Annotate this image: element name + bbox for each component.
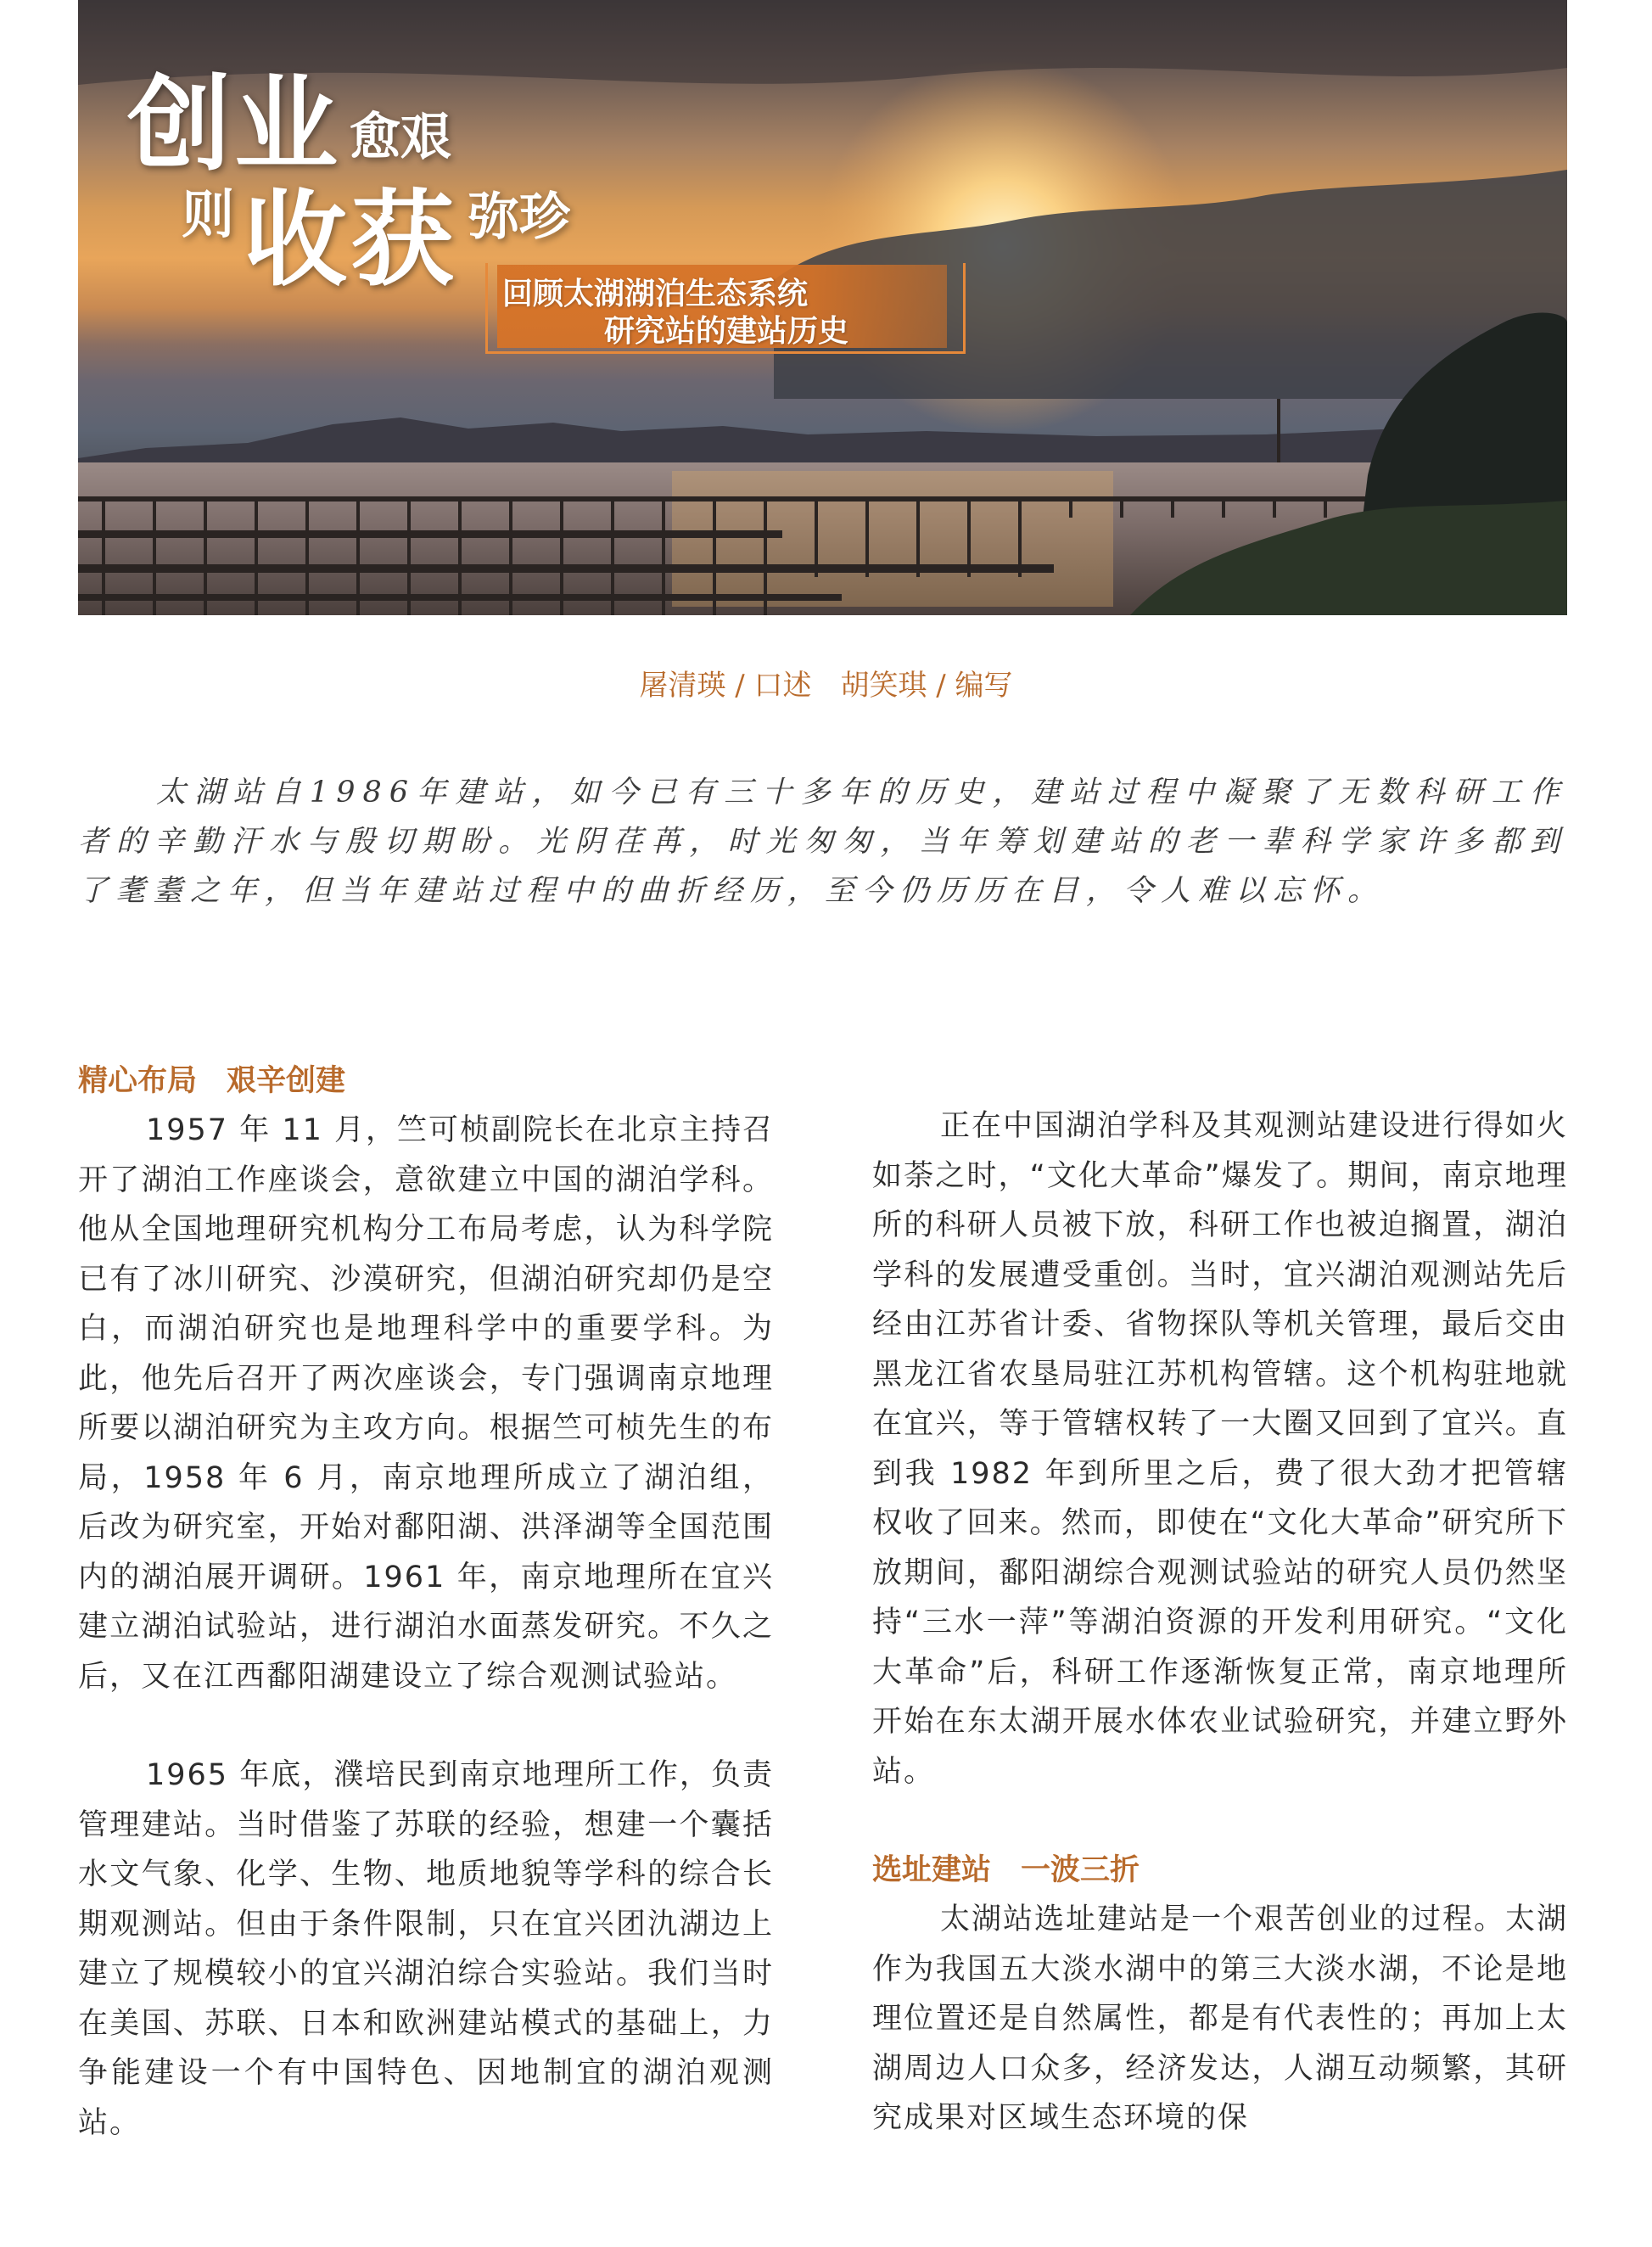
left-column <box>78 1056 774 2148</box>
hero-title <box>78 0 1567 615</box>
left-paragraph-2: 1965 年底，濮培民到南京地理所工作，负责管理建站。当时借鉴了苏联的经验，想建一个囊括水文气象、化学、生物、地质地貌等学科的综合长期观测站。但由于条件限制，只在宜兴团氿湖边上建立了规模较小的宜兴湖泊综合实验站。我们当时在美国、苏联、日本和欧洲建站模式的基础上，力争能建设一个有中国特色、因地制宜的湖泊观测站。 <box>78 1758 774 2140</box>
subtitle-line-1: 回顾太湖湖泊生态系统 <box>502 277 809 311</box>
left-paragraph-1: 1957 年 11 月，竺可桢副院长在北京主持召开了湖泊工作座谈会，意欲建立中国的湖泊学科。他从全国地理研究机构分工布局考虑，认为科学院已有了冰川研究、沙漠研究，但湖泊研究却仍是空白，而湖泊研究也是地理科学中的重要学科。为此，他先后召开了两次座谈会，专门强调南京地理所要以湖泊研究为主攻方向。根据竺可桢先生的布局，1958 年 6 月，南京地理所成立了湖泊组，后改为研究室，开始对鄱阳湖、洪泽湖等全国范围内的湖泊展开调研。1961 年，南京地理所在宜兴建立湖泊试验站，进行湖泊水面蒸发研究。不久之后，又在江西鄱阳湖建设立了综合观测试验站。 <box>78 1113 774 1694</box>
right-paragraph-2: 太湖站选址建站是一个艰苦创业的过程。太湖作为我国五大淡水湖中的第三大淡水湖，不论是地理位置还是自然属性，都是有代表性的；再加上太湖周边人口众多，经济发达，人湖互动频繁，其研究成果对区域生态环境的保 <box>872 1902 1569 2135</box>
hero-photo <box>78 0 1567 615</box>
title-chuangye: 创业 <box>127 64 341 185</box>
title-shouhuo: 收获 <box>244 180 457 300</box>
title-yujian: 愈艰 <box>350 108 451 167</box>
section-heading-1: 精心布局 艰辛创建 <box>78 1064 346 1098</box>
byline: 屠清瑛 / 口述 胡笑琪 / 编写 <box>639 669 1013 703</box>
intro-paragraph: 太湖站自1986年建站，如今已有三十多年的历史，建站过程中凝聚了无数科研工作者的辛勤汗水与殷切期盼。光阴荏苒，时光匆匆，当年筹划建站的老一辈科学家许多都到了耄耋之年，但当年建站过程中的曲折经历，至今仍历历在目，令人难以忘怀。 <box>78 776 1567 908</box>
title-mizhen: 弥珍 <box>468 188 570 247</box>
right-column <box>872 1101 1568 2143</box>
section-heading-2: 选址建站 一波三折 <box>872 1853 1140 1887</box>
right-paragraph-1: 正在中国湖泊学科及其观测站建设进行得如火如荼之时，“文化大革命”爆发了。期间，南京地理所的科研人员被下放，科研工作也被迫搁置，湖泊学科的发展遭受重创。当时，宜兴湖泊观测站先后经由江苏省计委、省物探队等机关管理，最后交由黑龙江省农垦局驻江苏机构管辖。这个机构驻地就在宜兴，等于管辖权转了一大圈又回到了宜兴。直到我 1982 年到所里之后，费了很大劲才把管辖权收了回来。然而，即使在“文化大革命”研究所下放期间，鄱阳湖综合观测试验站的研究人员仍然坚持“三水一萍”等湖泊资源的开发利用研究。“文化大革命”后，科研工作逐渐恢复正常，南京地理所开始在东太湖开展水体农业试验研究，并建立野外站。 <box>872 1109 1569 1789</box>
title-ze: 则 <box>182 183 235 245</box>
subtitle-line-2: 研究站的建站历史 <box>604 314 849 349</box>
